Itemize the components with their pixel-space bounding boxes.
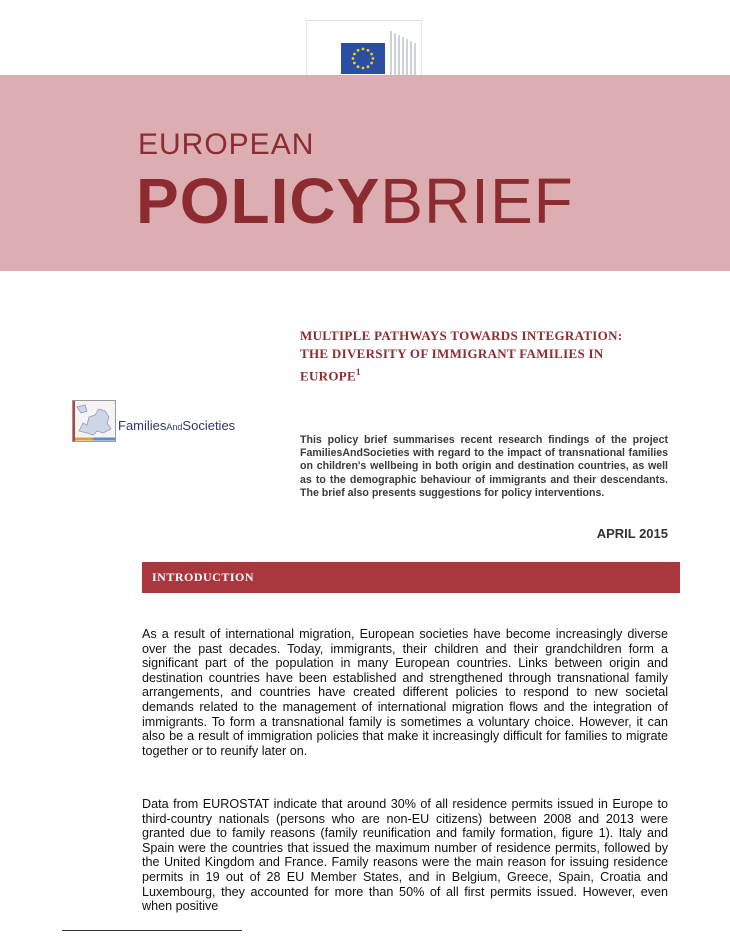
banner-policy: POLICY	[136, 165, 381, 237]
banner-policy-brief	[136, 164, 574, 244]
document-title	[300, 327, 680, 385]
title-line-2: THE DIVERSITY OF IMMIGRANT FAMILIES IN	[300, 346, 604, 361]
footnote-mark: 1	[355, 367, 361, 377]
title-line-3	[300, 363, 680, 385]
fas-logo-societies: Societies	[182, 418, 236, 433]
families-and-societies-logo	[70, 400, 260, 446]
europe-map-icon	[72, 400, 116, 442]
title-line-1: MULTIPLE PATHWAYS TOWARDS INTEGRATION:	[300, 328, 623, 343]
fas-logo-and: And	[166, 422, 183, 432]
paragraph-2: Data from EUROSTAT indicate that around 30% of all residence permits issued in Europe to third-country nationals (persons who are non-EU citizens) between 2008 and 2013 were granted due to family reasons (family reunification and family formation, figure 1). Italy and Spain were the countries that issued the maximum number of residence permits, followed by the United Kingdom and France. Family reasons were the main reason for issuing residence permits in 19 out of 28 EU Member States, and in Belgium, Greece, Spain, Croatia and Luxembourg, they accounted for more than 50% of all first permits issued. However, even when positive	[142, 797, 668, 914]
paragraph-1: As a result of international migration, European societies have become increasingly diverse over the past decades. Today, immigrants, their children and their grandchildren form a significant part of the population in many European countries. Links between origin and destination countries have been established and strengthened through transnational family arrangements, and countries have created different policies to respond to new societal demands related to the management of international migration flows and the integration of immigrants. To form a transnational family is sometimes a voluntary choice. However, it can also be a result of immigration policies that make it increasingly difficult for families to migrate together or to reunify later on.	[142, 627, 668, 758]
eu-stars-icon	[341, 43, 385, 74]
footnote-divider	[62, 930, 242, 931]
fas-logo-text	[118, 418, 235, 433]
europe-map-shape-icon	[73, 401, 115, 441]
eu-flag-icon	[341, 43, 385, 74]
fas-logo-families: Families	[118, 418, 167, 433]
publication-date: APRIL 2015	[596, 526, 668, 541]
abstract: This policy brief summarises recent research findings of the project FamiliesAndSocieties with regard to the impact of transnational families on children's wellbeing in both origin and destination countries, as well as to the demographic behaviour of immigrants and their descendants. The brief also presents suggestions for policy interventions.	[300, 434, 668, 499]
banner-brief: BRIEF	[380, 165, 574, 237]
section-header-introduction	[142, 562, 680, 593]
section-title: INTRODUCTION	[152, 570, 255, 584]
banner-european: EUROPEAN	[138, 128, 315, 161]
title-line-3-text: EUROPE	[300, 368, 356, 384]
